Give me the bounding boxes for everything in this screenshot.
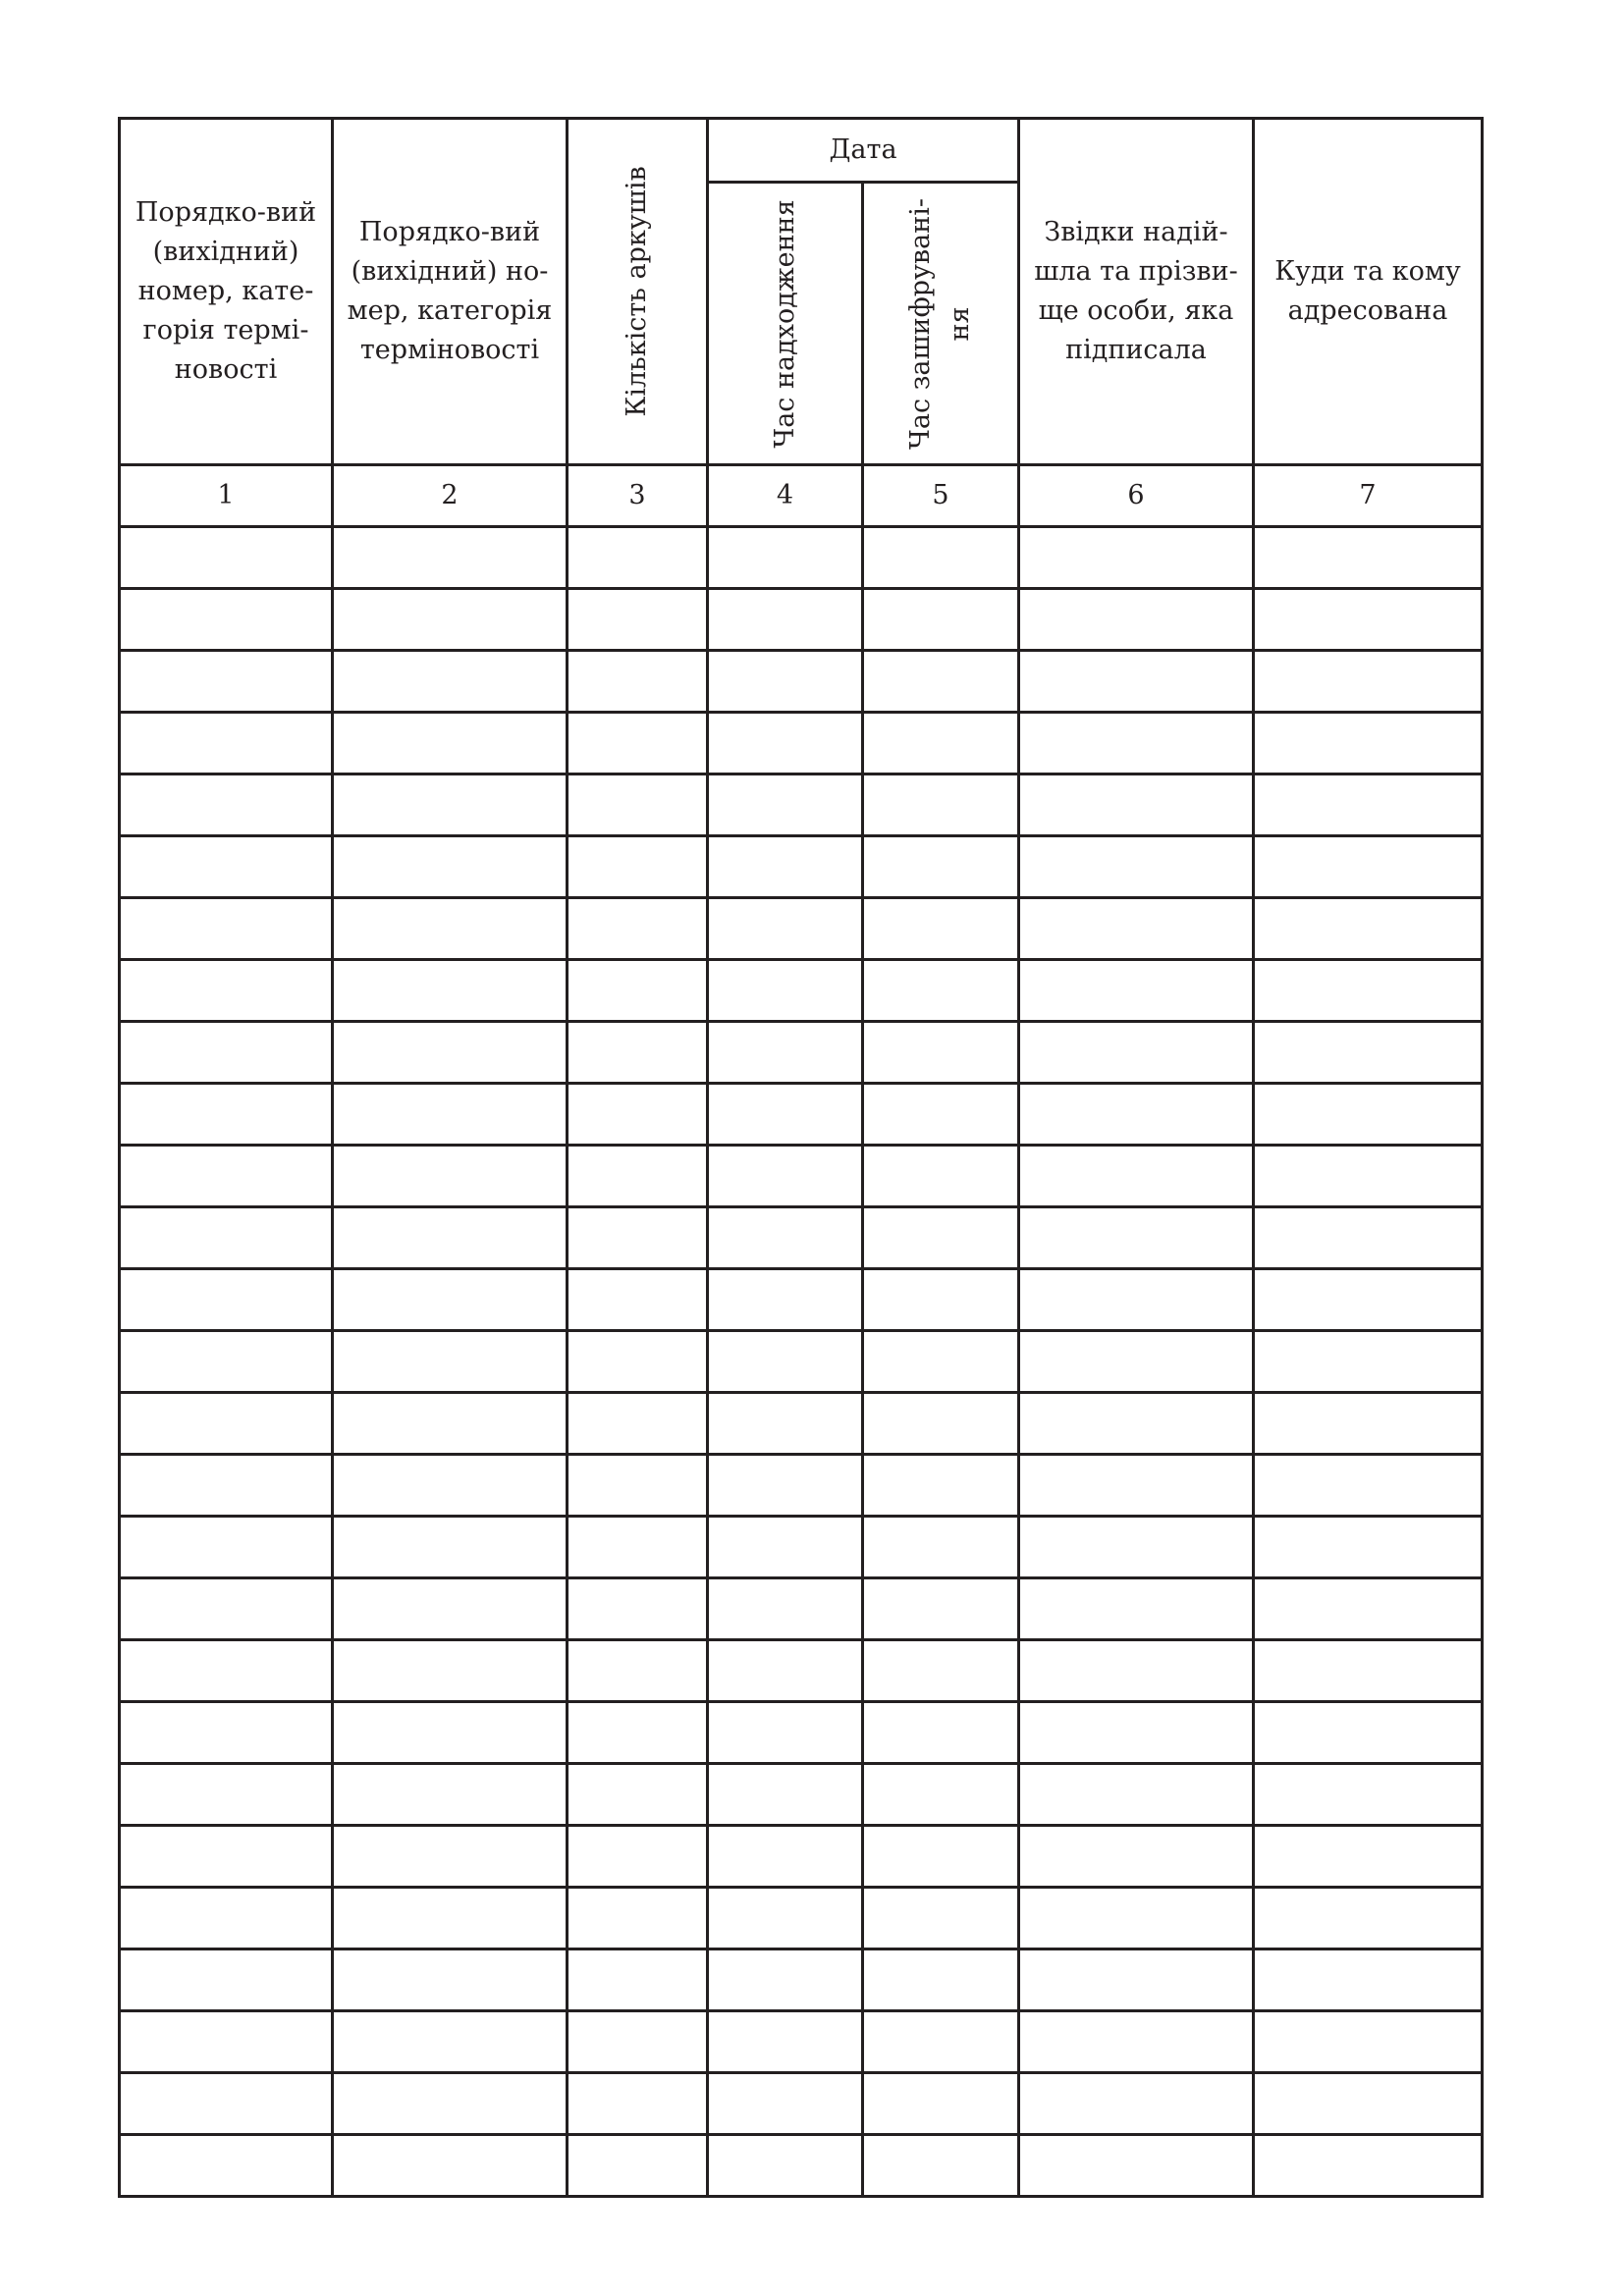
table-row — [120, 1022, 1483, 1084]
table-cell[interactable] — [568, 1084, 708, 1146]
table-cell[interactable] — [863, 2011, 1019, 2073]
table-cell[interactable] — [708, 2135, 863, 2197]
table-cell[interactable] — [120, 2135, 333, 2197]
table-cell[interactable] — [120, 1331, 333, 1393]
table-cell[interactable] — [863, 774, 1019, 836]
table-cell[interactable] — [568, 527, 708, 589]
table-cell[interactable] — [120, 960, 333, 1022]
column-number: 4 — [708, 465, 863, 527]
table-cell[interactable] — [568, 713, 708, 774]
table-cell[interactable] — [708, 1084, 863, 1146]
table-cell[interactable] — [1019, 1578, 1254, 1640]
table-cell[interactable] — [708, 1517, 863, 1578]
table-cell[interactable] — [708, 1393, 863, 1455]
table-cell[interactable] — [1019, 1146, 1254, 1207]
table-cell[interactable] — [568, 1517, 708, 1578]
table-cell[interactable] — [863, 1331, 1019, 1393]
table-cell[interactable] — [568, 1764, 708, 1826]
table-cell[interactable] — [333, 1764, 568, 1826]
column-number: 3 — [568, 465, 708, 527]
table-cell[interactable] — [1019, 960, 1254, 1022]
column-number-row — [120, 465, 1483, 527]
header-col-7: Куди та кому адресована — [1254, 119, 1483, 465]
table-cell[interactable] — [1254, 2011, 1483, 2073]
table-cell[interactable] — [333, 1455, 568, 1517]
table-cell[interactable] — [1019, 713, 1254, 774]
table-cell[interactable] — [333, 1269, 568, 1331]
table-cell[interactable] — [708, 1146, 863, 1207]
table-cell[interactable] — [1019, 527, 1254, 589]
table-row — [120, 1517, 1483, 1578]
table-row — [120, 1207, 1483, 1269]
table-cell[interactable] — [120, 527, 333, 589]
table-row — [120, 960, 1483, 1022]
table-row — [120, 1393, 1483, 1455]
table-cell[interactable] — [120, 1640, 333, 1702]
table-cell[interactable] — [1019, 1269, 1254, 1331]
table-cell[interactable] — [863, 898, 1019, 960]
table-cell[interactable] — [708, 960, 863, 1022]
table-cell[interactable] — [120, 589, 333, 651]
table-cell[interactable] — [568, 2011, 708, 2073]
table-cell[interactable] — [1254, 1269, 1483, 1331]
table-cell[interactable] — [1254, 1826, 1483, 1888]
table-cell[interactable] — [863, 1269, 1019, 1331]
table-cell[interactable] — [863, 1517, 1019, 1578]
table-cell[interactable] — [333, 1146, 568, 1207]
table-cell[interactable] — [1254, 1393, 1483, 1455]
column-number: 6 — [1019, 465, 1254, 527]
table-cell[interactable] — [1254, 589, 1483, 651]
table-cell[interactable] — [863, 1207, 1019, 1269]
table-cell[interactable] — [1019, 1517, 1254, 1578]
table-cell[interactable] — [863, 589, 1019, 651]
table-cell[interactable] — [1254, 1888, 1483, 1949]
table-row — [120, 1331, 1483, 1393]
table-cell[interactable] — [333, 1826, 568, 1888]
table-row — [120, 1826, 1483, 1888]
table-cell[interactable] — [120, 1269, 333, 1331]
table-cell[interactable] — [863, 960, 1019, 1022]
table-cell[interactable] — [708, 1888, 863, 1949]
header-col-3: Кількість аркушів — [568, 119, 708, 465]
table-row — [120, 1702, 1483, 1764]
table-row — [120, 1949, 1483, 2011]
table-cell[interactable] — [1254, 1207, 1483, 1269]
table-cell[interactable] — [333, 1888, 568, 1949]
header-col-4: Час надходження — [708, 183, 863, 465]
table-cell[interactable] — [1019, 1702, 1254, 1764]
table-cell[interactable] — [1019, 1393, 1254, 1455]
table-cell[interactable] — [1254, 713, 1483, 774]
table-cell[interactable] — [120, 1702, 333, 1764]
header-col-5: Час зашифрувані- ня — [863, 183, 1019, 465]
table-cell[interactable] — [120, 1517, 333, 1578]
table-cell[interactable] — [120, 1084, 333, 1146]
table-cell[interactable] — [568, 2135, 708, 2197]
table-row — [120, 1764, 1483, 1826]
table-cell[interactable] — [1254, 1949, 1483, 2011]
table-cell[interactable] — [1254, 2135, 1483, 2197]
table-cell[interactable] — [863, 1393, 1019, 1455]
table-cell[interactable] — [1254, 1640, 1483, 1702]
table-cell[interactable] — [708, 774, 863, 836]
table-cell[interactable] — [568, 1826, 708, 1888]
table-cell[interactable] — [568, 1455, 708, 1517]
table-cell[interactable] — [333, 898, 568, 960]
table-row — [120, 1269, 1483, 1331]
table-cell[interactable] — [1019, 2011, 1254, 2073]
table-cell[interactable] — [120, 1764, 333, 1826]
table-row — [120, 1888, 1483, 1949]
table-cell[interactable] — [568, 1269, 708, 1331]
table-cell[interactable] — [120, 2073, 333, 2135]
table-cell[interactable] — [863, 1826, 1019, 1888]
table-cell[interactable] — [568, 1640, 708, 1702]
table-cell[interactable] — [120, 1022, 333, 1084]
table-cell[interactable] — [120, 1888, 333, 1949]
table-cell[interactable] — [1254, 1702, 1483, 1764]
table-cell[interactable] — [708, 589, 863, 651]
table-cell[interactable] — [863, 2073, 1019, 2135]
table-row — [120, 898, 1483, 960]
table-cell[interactable] — [1019, 1826, 1254, 1888]
table-cell[interactable] — [1019, 898, 1254, 960]
table-row — [120, 2073, 1483, 2135]
table-cell[interactable] — [708, 1331, 863, 1393]
table-cell[interactable] — [1254, 527, 1483, 589]
table-cell[interactable] — [1254, 960, 1483, 1022]
table-cell[interactable] — [863, 1949, 1019, 2011]
table-cell[interactable] — [568, 651, 708, 713]
table-cell[interactable] — [120, 774, 333, 836]
table-cell[interactable] — [568, 1207, 708, 1269]
header-col-1: Порядко-вий (вихідний) номер, кате- горія термі- новості — [120, 119, 333, 465]
table-cell[interactable] — [120, 2011, 333, 2073]
table-cell[interactable] — [708, 1269, 863, 1331]
table-row — [120, 1084, 1483, 1146]
table-cell[interactable] — [863, 713, 1019, 774]
table-cell[interactable] — [333, 1640, 568, 1702]
header-col-2: Порядко-вий (вихідний) но- мер, категорія терміновості — [333, 119, 568, 465]
table-cell[interactable] — [568, 2073, 708, 2135]
header-col-6: Звідки надій- шла та прізви- ще особи, яка підписала — [1019, 119, 1254, 465]
table-cell[interactable] — [1254, 774, 1483, 836]
table-row — [120, 2135, 1483, 2197]
table-cell[interactable] — [568, 774, 708, 836]
table-cell[interactable] — [1019, 1640, 1254, 1702]
table-cell[interactable] — [1254, 2073, 1483, 2135]
table-cell[interactable] — [1254, 898, 1483, 960]
table-cell[interactable] — [863, 1702, 1019, 1764]
table-cell[interactable] — [1019, 836, 1254, 898]
table-cell[interactable] — [333, 651, 568, 713]
table-cell[interactable] — [120, 1949, 333, 2011]
table-row — [120, 713, 1483, 774]
table-cell[interactable] — [568, 1702, 708, 1764]
table-cell[interactable] — [708, 2011, 863, 2073]
table-cell[interactable] — [333, 2073, 568, 2135]
table-cell[interactable] — [863, 836, 1019, 898]
table-cell[interactable] — [568, 1578, 708, 1640]
table-cell[interactable] — [568, 1888, 708, 1949]
journal-table — [118, 117, 1484, 2198]
column-number: 1 — [120, 465, 333, 527]
table-cell[interactable] — [1254, 1022, 1483, 1084]
table-cell[interactable] — [120, 713, 333, 774]
table-cell[interactable] — [863, 1084, 1019, 1146]
table-row — [120, 527, 1483, 589]
table-cell[interactable] — [120, 1578, 333, 1640]
table-cell[interactable] — [333, 1702, 568, 1764]
table-cell[interactable] — [708, 651, 863, 713]
table-cell[interactable] — [708, 713, 863, 774]
table-cell[interactable] — [568, 836, 708, 898]
table-cell[interactable] — [1019, 589, 1254, 651]
table-row — [120, 589, 1483, 651]
table-cell[interactable] — [333, 2011, 568, 2073]
table-cell[interactable] — [708, 1578, 863, 1640]
table-cell[interactable] — [863, 1888, 1019, 1949]
table-cell[interactable] — [333, 1022, 568, 1084]
table-cell[interactable] — [568, 1393, 708, 1455]
table-cell[interactable] — [120, 1455, 333, 1517]
table-cell[interactable] — [568, 1022, 708, 1084]
table-cell[interactable] — [863, 1146, 1019, 1207]
table-row — [120, 1578, 1483, 1640]
table-cell[interactable] — [863, 2135, 1019, 2197]
table-cell[interactable] — [1254, 651, 1483, 713]
column-number: 7 — [1254, 465, 1483, 527]
table-cell[interactable] — [120, 1146, 333, 1207]
table-cell[interactable] — [120, 1393, 333, 1455]
table-cell[interactable] — [568, 1331, 708, 1393]
table-cell[interactable] — [708, 1640, 863, 1702]
table-cell[interactable] — [1254, 1146, 1483, 1207]
table-row — [120, 1640, 1483, 1702]
table-cell[interactable] — [568, 898, 708, 960]
table-cell[interactable] — [1019, 1455, 1254, 1517]
table-row — [120, 1146, 1483, 1207]
table-row — [120, 2011, 1483, 2073]
table-cell[interactable] — [708, 898, 863, 960]
table-cell[interactable] — [120, 1207, 333, 1269]
table-cell[interactable] — [333, 527, 568, 589]
table-cell[interactable] — [1254, 1764, 1483, 1826]
table-cell[interactable] — [568, 589, 708, 651]
table-cell[interactable] — [333, 1517, 568, 1578]
table-cell[interactable] — [120, 651, 333, 713]
table-cell[interactable] — [708, 2073, 863, 2135]
table-cell[interactable] — [333, 960, 568, 1022]
table-row — [120, 1455, 1483, 1517]
table-row — [120, 836, 1483, 898]
table-cell[interactable] — [708, 1826, 863, 1888]
table-cell[interactable] — [1254, 1331, 1483, 1393]
table-cell[interactable] — [333, 1207, 568, 1269]
header-group-date: Дата — [708, 119, 1019, 183]
table-cell[interactable] — [863, 527, 1019, 589]
table-cell[interactable] — [1019, 1084, 1254, 1146]
table-row — [120, 774, 1483, 836]
table-cell[interactable] — [333, 774, 568, 836]
table-cell[interactable] — [863, 1022, 1019, 1084]
table-cell[interactable] — [708, 1207, 863, 1269]
table-cell[interactable] — [1019, 651, 1254, 713]
table-cell[interactable] — [1019, 1022, 1254, 1084]
table-cell[interactable] — [568, 1146, 708, 1207]
table-cell[interactable] — [568, 960, 708, 1022]
table-cell[interactable] — [1254, 1084, 1483, 1146]
table-cell[interactable] — [1019, 2073, 1254, 2135]
table-cell[interactable] — [1019, 1888, 1254, 1949]
table-cell[interactable] — [120, 898, 333, 960]
table-cell[interactable] — [863, 1455, 1019, 1517]
table-cell[interactable] — [333, 1393, 568, 1455]
table-cell[interactable] — [333, 2135, 568, 2197]
table-cell[interactable] — [1019, 1331, 1254, 1393]
table-cell[interactable] — [708, 836, 863, 898]
table-cell[interactable] — [120, 1826, 333, 1888]
table-cell[interactable] — [333, 713, 568, 774]
table-cell[interactable] — [863, 1640, 1019, 1702]
table-cell[interactable] — [333, 836, 568, 898]
table-cell[interactable] — [708, 1949, 863, 2011]
table-cell[interactable] — [1019, 1764, 1254, 1826]
table-cell[interactable] — [708, 527, 863, 589]
table-cell[interactable] — [333, 1331, 568, 1393]
table-cell[interactable] — [333, 1084, 568, 1146]
table-cell[interactable] — [120, 836, 333, 898]
journal-form — [118, 117, 1481, 2198]
column-number: 2 — [333, 465, 568, 527]
table-cell[interactable] — [333, 1949, 568, 2011]
table-cell[interactable] — [708, 1455, 863, 1517]
table-cell[interactable] — [1254, 836, 1483, 898]
table-cell[interactable] — [1254, 1455, 1483, 1517]
table-cell[interactable] — [863, 1578, 1019, 1640]
table-cell[interactable] — [863, 1764, 1019, 1826]
table-cell[interactable] — [568, 1949, 708, 2011]
table-cell[interactable] — [333, 1578, 568, 1640]
table-cell[interactable] — [1254, 1578, 1483, 1640]
table-cell[interactable] — [708, 1702, 863, 1764]
table-cell[interactable] — [333, 589, 568, 651]
table-cell[interactable] — [708, 1764, 863, 1826]
table-cell[interactable] — [863, 651, 1019, 713]
table-row — [120, 651, 1483, 713]
table-cell[interactable] — [1019, 1949, 1254, 2011]
table-cell[interactable] — [708, 1022, 863, 1084]
table-cell[interactable] — [1019, 1207, 1254, 1269]
table-cell[interactable] — [1019, 774, 1254, 836]
table-cell[interactable] — [1254, 1517, 1483, 1578]
table-cell[interactable] — [1019, 2135, 1254, 2197]
column-number: 5 — [863, 465, 1019, 527]
